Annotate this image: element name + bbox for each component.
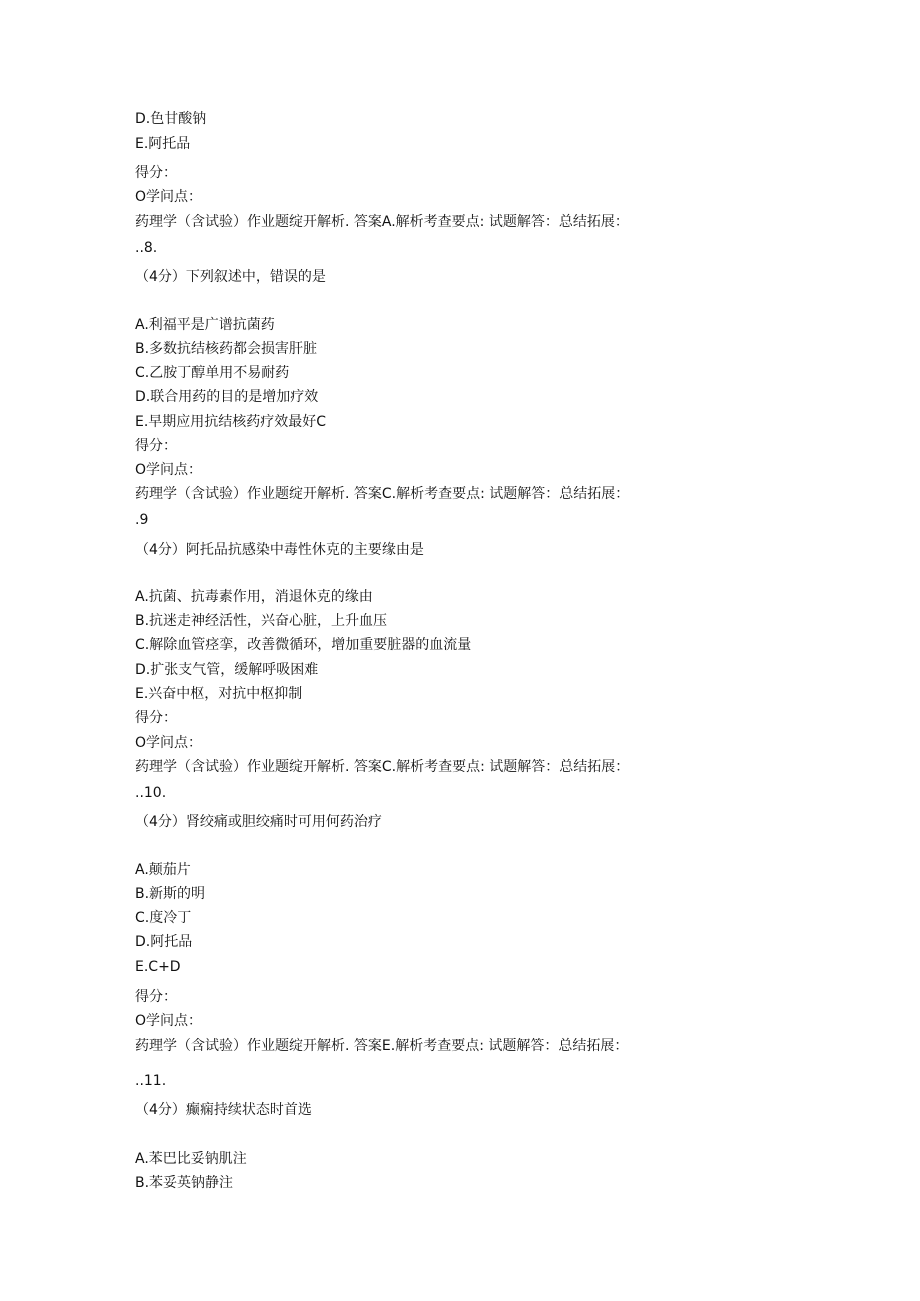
option-c: C.解除血管痉挛，改善微循环，增加重要脏器的血流量 <box>135 637 472 653</box>
question-number: .9 <box>135 512 149 528</box>
score-label: 得分： <box>135 989 177 1005</box>
option-d: D.阿托品 <box>135 934 193 950</box>
question-number: ..11. <box>135 1073 167 1089</box>
option-e: E.C+D <box>135 959 181 975</box>
analysis-line: 药理学（含试验）作业题绽开解析. 答案E.解析考查要点: 试题解答：总结拓展： <box>135 1038 629 1054</box>
knowledge-label: O学问点： <box>135 1013 203 1029</box>
question-stem: （4分）阿托品抗感染中毒性休克的主要缘由是 <box>135 542 424 558</box>
question-number: ..10. <box>135 785 167 801</box>
knowledge-label: O学问点： <box>135 735 203 751</box>
option-b: B.新斯的明 <box>135 886 206 902</box>
option-b: B.多数抗结核药都会损害肝脏 <box>135 341 318 357</box>
analysis-line: 药理学（含试验）作业题绽开解析. 答案C.解析考查要点: 试题解答：总结拓展： <box>135 759 630 775</box>
option-c: C.乙胺丁醇单用不易耐药 <box>135 365 290 381</box>
score-label: 得分： <box>135 710 177 726</box>
option-a: A.颠茄片 <box>135 862 191 878</box>
option-a: A.利福平是广谱抗菌药 <box>135 317 275 333</box>
knowledge-label: O学问点： <box>135 189 203 205</box>
option-b: B.抗迷走神经活性，兴奋心脏，上升血压 <box>135 613 388 629</box>
option-c: C.度冷丁 <box>135 910 192 926</box>
option-e: E.兴奋中枢，对抗中枢抑制 <box>135 686 303 702</box>
option-d: D.扩张支气管，缓解呼吸困难 <box>135 662 319 678</box>
question-stem: （4分）下列叙述中，错误的是 <box>135 269 326 285</box>
knowledge-label: O学问点： <box>135 462 203 478</box>
option-a: A.苯巴比妥钠肌注 <box>135 1151 247 1167</box>
option-e: E.阿托品 <box>135 136 191 152</box>
analysis-line: 药理学（含试验）作业题绽开解析. 答案C.解析考查要点: 试题解答：总结拓展： <box>135 486 630 502</box>
question-stem: （4分）肾绞痛或胆绞痛时可用何药治疗 <box>135 814 382 830</box>
option-d: D.色甘酸钠 <box>135 111 207 127</box>
question-stem: （4分）癫痫持续状态时首选 <box>135 1102 312 1118</box>
option-b: B.苯妥英钠静注 <box>135 1175 234 1191</box>
score-label: 得分： <box>135 165 177 181</box>
option-d: D.联合用药的目的是增加疗效 <box>135 389 319 405</box>
score-label: 得分： <box>135 438 177 454</box>
analysis-line: 药理学（含试验）作业题绽开解析. 答案A.解析考查要点: 试题解答：总结拓展： <box>135 214 629 230</box>
question-number: ..8. <box>135 240 158 256</box>
option-e: E.早期应用抗结核药疗效最好C <box>135 414 327 430</box>
option-a: A.抗菌、抗毒素作用，消退休克的缘由 <box>135 589 373 605</box>
